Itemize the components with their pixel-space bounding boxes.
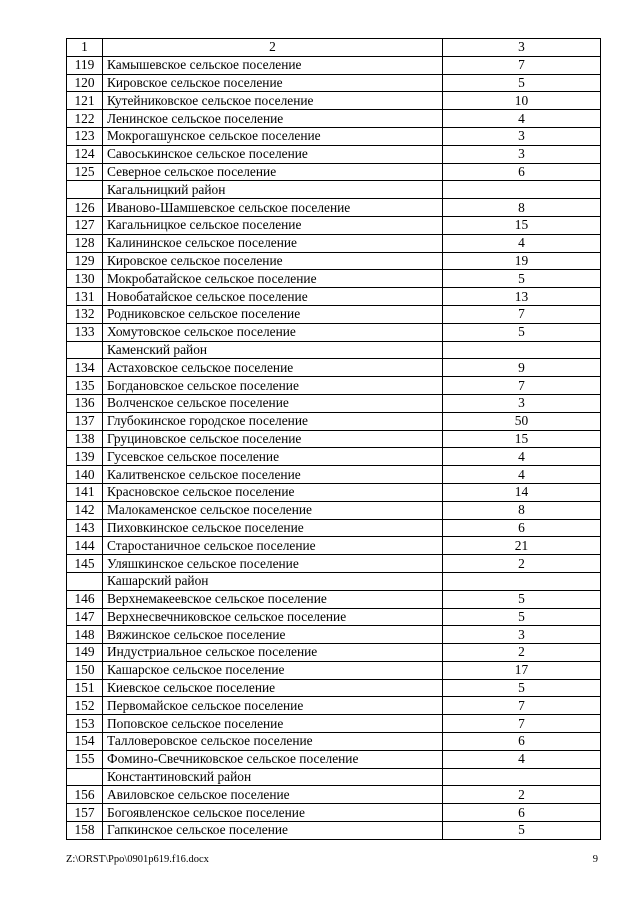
settlement-name: Кашарское сельское поселение xyxy=(103,661,443,679)
settlement-name: Северное сельское поселение xyxy=(103,163,443,181)
table-row xyxy=(67,56,601,74)
settlement-name: Малокаменское сельское поселение xyxy=(103,501,443,519)
row-number: 137 xyxy=(67,412,103,430)
row-count xyxy=(443,181,601,199)
page-number: 9 xyxy=(592,854,598,865)
settlement-name: Поповское сельское поселение xyxy=(103,715,443,733)
row-number: 156 xyxy=(67,786,103,804)
row-number xyxy=(67,768,103,786)
row-number: 136 xyxy=(67,394,103,412)
row-number: 143 xyxy=(67,519,103,537)
district-name: Кагальницкий район xyxy=(103,181,443,199)
table-row xyxy=(67,644,601,662)
row-number: 129 xyxy=(67,252,103,270)
settlement-name: Мокробатайское сельское поселение xyxy=(103,270,443,288)
row-number: 145 xyxy=(67,555,103,573)
settlement-name: Родниковское сельское поселение xyxy=(103,305,443,323)
district-name: Кашарский район xyxy=(103,572,443,590)
row-count: 15 xyxy=(443,430,601,448)
row-count: 3 xyxy=(443,145,601,163)
table-row xyxy=(67,359,601,377)
table-row xyxy=(67,804,601,822)
row-count: 17 xyxy=(443,661,601,679)
row-count: 4 xyxy=(443,448,601,466)
table-row xyxy=(67,127,601,145)
table-row xyxy=(67,74,601,92)
settlement-name: Верхнесвечниковское сельское поселение xyxy=(103,608,443,626)
row-number: 133 xyxy=(67,323,103,341)
row-number: 140 xyxy=(67,466,103,484)
row-number: 127 xyxy=(67,216,103,234)
row-number: 135 xyxy=(67,377,103,395)
settlement-name: Фомино-Свечниковское сельское поселение xyxy=(103,750,443,768)
row-number: 146 xyxy=(67,590,103,608)
settlement-name: Савоськинское сельское поселение xyxy=(103,145,443,163)
settlement-name: Богдановское сельское поселение xyxy=(103,377,443,395)
settlement-name: Калитвенское сельское поселение xyxy=(103,466,443,484)
row-number xyxy=(67,181,103,199)
settlement-name: Индустриальное сельское поселение xyxy=(103,644,443,662)
row-count: 4 xyxy=(443,234,601,252)
row-count: 7 xyxy=(443,697,601,715)
row-number: 158 xyxy=(67,822,103,840)
row-number: 123 xyxy=(67,127,103,145)
settlement-name: Пиховкинское сельское поселение xyxy=(103,519,443,537)
row-count: 5 xyxy=(443,590,601,608)
row-count xyxy=(443,341,601,359)
settlement-name: Глубокинское городское поселение xyxy=(103,412,443,430)
row-count: 3 xyxy=(443,394,601,412)
table-row xyxy=(67,163,601,181)
table-row xyxy=(67,412,601,430)
settlement-name: Новобатайское сельское поселение xyxy=(103,288,443,306)
settlement-name: Вяжинское сельское поселение xyxy=(103,626,443,644)
table-row xyxy=(67,145,601,163)
table-row xyxy=(67,661,601,679)
table-row xyxy=(67,483,601,501)
table-row xyxy=(67,822,601,840)
table-row xyxy=(67,270,601,288)
footer-file-path: Z:\ORST\Ppo\0901p619.f16.docx xyxy=(66,854,209,865)
table-row xyxy=(67,288,601,306)
row-number: 150 xyxy=(67,661,103,679)
settlement-name: Кутейниковское сельское поселение xyxy=(103,92,443,110)
row-count xyxy=(443,572,601,590)
row-count: 5 xyxy=(443,323,601,341)
row-count: 5 xyxy=(443,270,601,288)
table-row xyxy=(67,715,601,733)
table-row xyxy=(67,92,601,110)
table-body xyxy=(67,39,601,840)
settlement-name: Талловеровское сельское поселение xyxy=(103,733,443,751)
table-row xyxy=(67,750,601,768)
table-row xyxy=(67,377,601,395)
row-number: 121 xyxy=(67,92,103,110)
row-count: 21 xyxy=(443,537,601,555)
row-count: 8 xyxy=(443,501,601,519)
table-row xyxy=(67,216,601,234)
row-number: 132 xyxy=(67,305,103,323)
row-number: 125 xyxy=(67,163,103,181)
row-number: 126 xyxy=(67,199,103,217)
table-row xyxy=(67,234,601,252)
row-count xyxy=(443,768,601,786)
row-count: 9 xyxy=(443,359,601,377)
row-number: 122 xyxy=(67,110,103,128)
row-count: 7 xyxy=(443,305,601,323)
settlement-name: Кировское сельское поселение xyxy=(103,252,443,270)
district-row xyxy=(67,341,601,359)
table-row xyxy=(67,626,601,644)
row-count: 5 xyxy=(443,822,601,840)
row-count: 7 xyxy=(443,715,601,733)
settlement-name: Уляшкинское сельское поселение xyxy=(103,555,443,573)
row-count: 10 xyxy=(443,92,601,110)
settlement-name: Камышевское сельское поселение xyxy=(103,56,443,74)
table-row xyxy=(67,323,601,341)
table-row xyxy=(67,110,601,128)
table-row xyxy=(67,608,601,626)
row-count: 3 xyxy=(443,626,601,644)
header-col-number: 1 xyxy=(67,39,103,57)
row-number: 153 xyxy=(67,715,103,733)
settlement-name: Кагальницкое сельское поселение xyxy=(103,216,443,234)
row-number: 138 xyxy=(67,430,103,448)
district-row xyxy=(67,181,601,199)
row-number: 155 xyxy=(67,750,103,768)
row-count: 4 xyxy=(443,110,601,128)
row-count: 6 xyxy=(443,519,601,537)
settlements-table xyxy=(66,38,601,840)
district-row xyxy=(67,768,601,786)
row-number: 134 xyxy=(67,359,103,377)
row-number: 131 xyxy=(67,288,103,306)
row-count: 6 xyxy=(443,804,601,822)
row-count: 7 xyxy=(443,377,601,395)
table-row xyxy=(67,448,601,466)
header-col-count: 3 xyxy=(443,39,601,57)
settlement-name: Калининское сельское поселение xyxy=(103,234,443,252)
settlement-name: Волченское сельское поселение xyxy=(103,394,443,412)
table-row xyxy=(67,697,601,715)
row-count: 6 xyxy=(443,163,601,181)
table-row xyxy=(67,519,601,537)
row-number: 144 xyxy=(67,537,103,555)
table-row xyxy=(67,501,601,519)
row-number: 120 xyxy=(67,74,103,92)
table-row xyxy=(67,537,601,555)
table-header-row xyxy=(67,39,601,57)
row-count: 4 xyxy=(443,750,601,768)
row-count: 13 xyxy=(443,288,601,306)
row-count: 3 xyxy=(443,127,601,145)
row-count: 8 xyxy=(443,199,601,217)
table-row xyxy=(67,394,601,412)
row-number: 149 xyxy=(67,644,103,662)
row-count: 5 xyxy=(443,74,601,92)
settlement-name: Мокрогашунское сельское поселение xyxy=(103,127,443,145)
table-row xyxy=(67,733,601,751)
table-row xyxy=(67,679,601,697)
row-number: 147 xyxy=(67,608,103,626)
table-row xyxy=(67,590,601,608)
settlement-name: Старостаничное сельское поселение xyxy=(103,537,443,555)
row-count: 50 xyxy=(443,412,601,430)
table-row xyxy=(67,305,601,323)
row-number: 157 xyxy=(67,804,103,822)
row-count: 2 xyxy=(443,644,601,662)
row-count: 14 xyxy=(443,483,601,501)
settlement-name: Богоявленское сельское поселение xyxy=(103,804,443,822)
settlement-name: Первомайское сельское поселение xyxy=(103,697,443,715)
settlement-name: Киевское сельское поселение xyxy=(103,679,443,697)
row-count: 5 xyxy=(443,608,601,626)
settlement-name: Верхнемакеевское сельское поселение xyxy=(103,590,443,608)
settlement-name: Груциновское сельское поселение xyxy=(103,430,443,448)
settlement-name: Кировское сельское поселение xyxy=(103,74,443,92)
district-name: Константиновский район xyxy=(103,768,443,786)
row-number: 151 xyxy=(67,679,103,697)
table-row xyxy=(67,430,601,448)
row-number xyxy=(67,572,103,590)
district-name: Каменский район xyxy=(103,341,443,359)
row-number: 154 xyxy=(67,733,103,751)
row-number: 152 xyxy=(67,697,103,715)
row-count: 5 xyxy=(443,679,601,697)
row-number: 128 xyxy=(67,234,103,252)
row-number: 119 xyxy=(67,56,103,74)
settlement-name: Хомутовское сельское поселение xyxy=(103,323,443,341)
row-count: 15 xyxy=(443,216,601,234)
row-number: 130 xyxy=(67,270,103,288)
table-row xyxy=(67,466,601,484)
row-number: 139 xyxy=(67,448,103,466)
row-count: 4 xyxy=(443,466,601,484)
settlement-name: Гусевское сельское поселение xyxy=(103,448,443,466)
settlement-name: Иваново-Шамшевское сельское поселение xyxy=(103,199,443,217)
row-count: 2 xyxy=(443,786,601,804)
settlement-name: Ленинское сельское поселение xyxy=(103,110,443,128)
row-number: 142 xyxy=(67,501,103,519)
header-col-name: 2 xyxy=(103,39,443,57)
row-number: 148 xyxy=(67,626,103,644)
table-row xyxy=(67,199,601,217)
row-count: 7 xyxy=(443,56,601,74)
district-row xyxy=(67,572,601,590)
row-number xyxy=(67,341,103,359)
settlement-name: Авиловское сельское поселение xyxy=(103,786,443,804)
row-number: 141 xyxy=(67,483,103,501)
row-count: 2 xyxy=(443,555,601,573)
row-count: 19 xyxy=(443,252,601,270)
row-count: 6 xyxy=(443,733,601,751)
table-row xyxy=(67,252,601,270)
settlement-name: Астаховское сельское поселение xyxy=(103,359,443,377)
row-number: 124 xyxy=(67,145,103,163)
settlement-name: Гапкинское сельское поселение xyxy=(103,822,443,840)
settlement-name: Красновское сельское поселение xyxy=(103,483,443,501)
table-row xyxy=(67,786,601,804)
table-row xyxy=(67,555,601,573)
